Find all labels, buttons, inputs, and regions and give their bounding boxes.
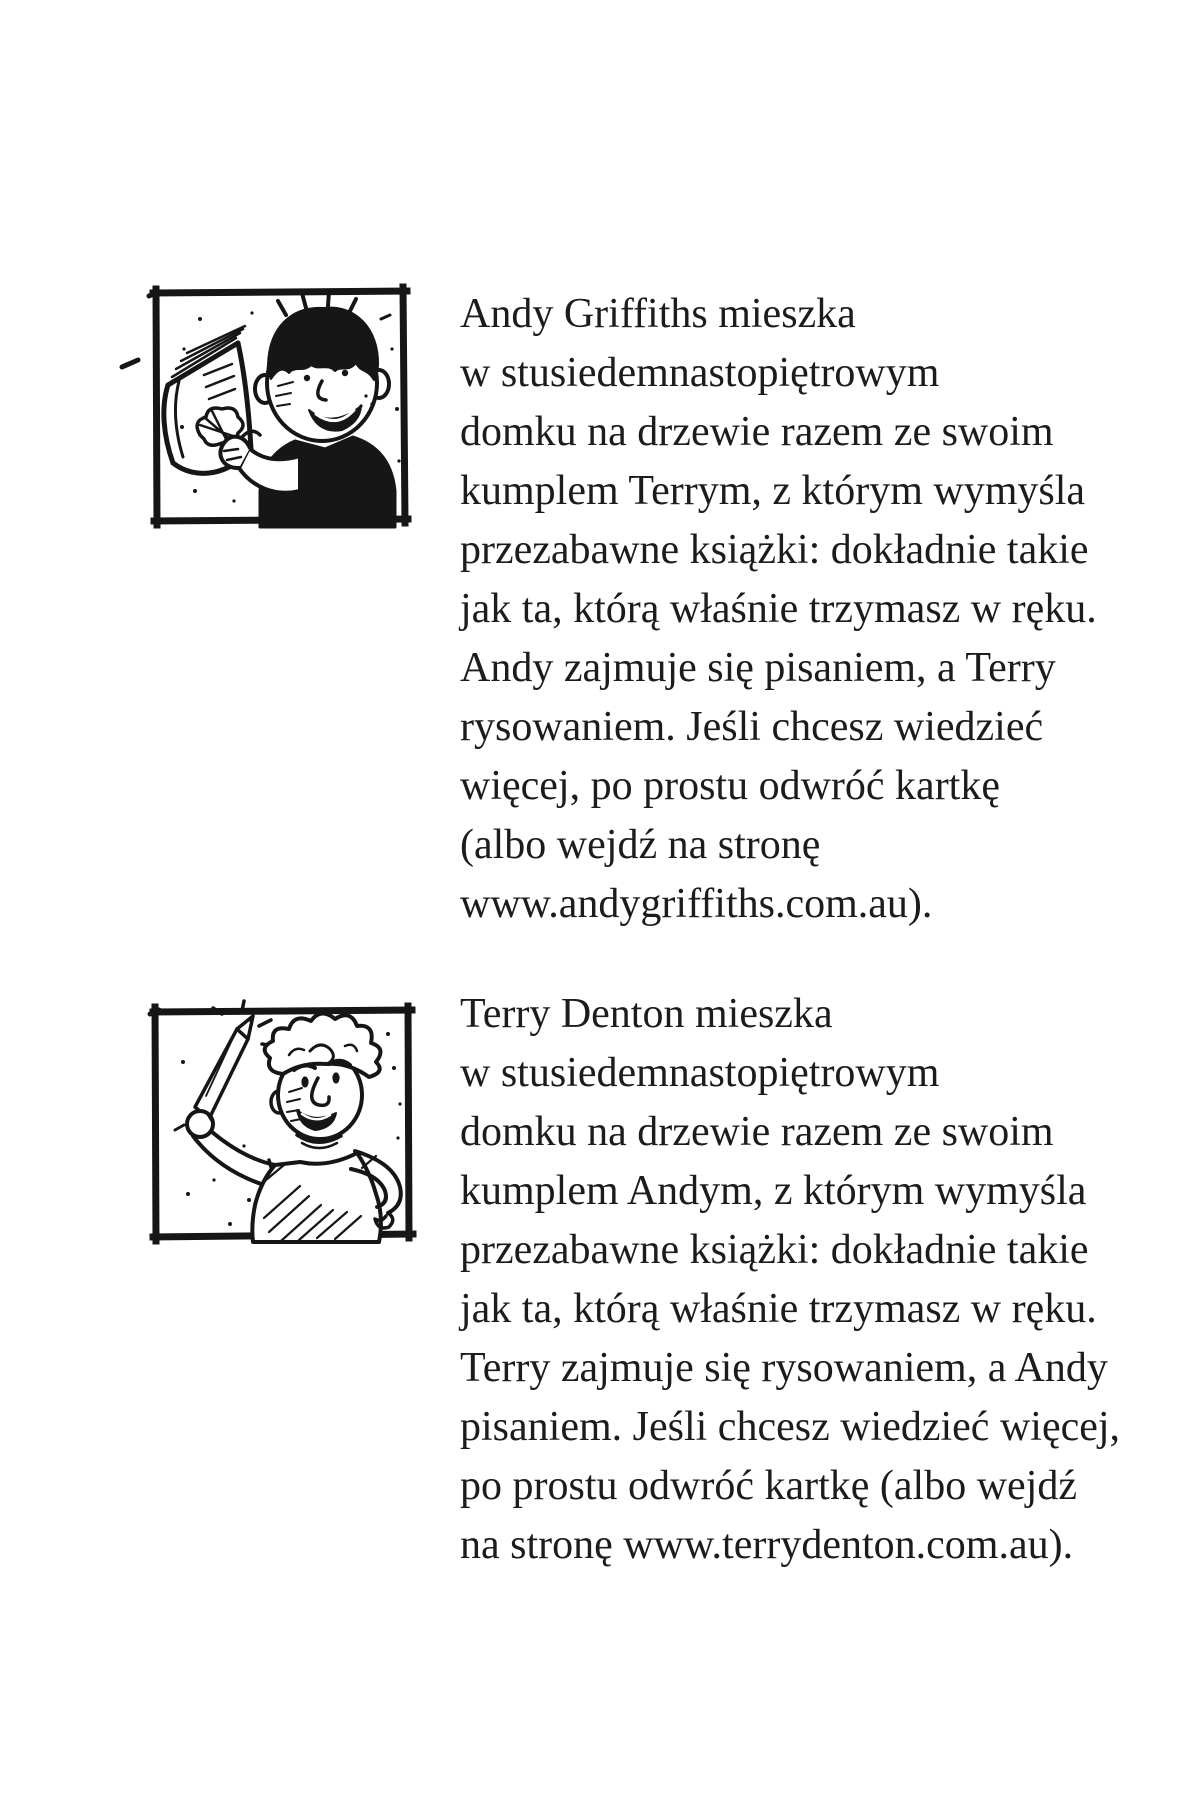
- bio-text-line: Andy zajmuje się pisaniem, a Terry: [460, 645, 1056, 691]
- bio-text-line: jak ta, którą właśnie trzymasz w ręku.: [460, 586, 1097, 632]
- bio-text-line: Terry Denton mieszka: [460, 991, 833, 1037]
- bio-text-line: po prostu odwróć kartkę (albo wejdź: [460, 1463, 1077, 1509]
- bio-text-line: kumplem Terrym, z którym wymyśla: [460, 468, 1086, 514]
- terry-bio-text: [460, 985, 1120, 1575]
- bio-text-line: więcej, po prostu odwróć kartkę: [460, 763, 1000, 809]
- bio-text-line: domku na drzewie razem ze swoim: [460, 1109, 1054, 1155]
- bio-text-line: Terry zajmuje się rysowaniem, a Andy: [460, 1345, 1108, 1391]
- boy-holding-book-drawing: [148, 283, 413, 527]
- bio-text-line: Andy Griffiths mieszka: [460, 291, 856, 337]
- andy-bio-text: [460, 285, 1097, 934]
- bio-text-line: domku na drzewie razem ze swoim: [460, 409, 1054, 455]
- andy-illustration: [148, 283, 413, 527]
- bio-text-line: przezabawne książki: dokładnie takie: [460, 1227, 1089, 1273]
- man-holding-pencil-drawing: [148, 1002, 418, 1242]
- bio-text-line: (albo wejdź na stronę: [460, 822, 821, 868]
- bio-text-line: kumplem Andym, z którym wymyśla: [460, 1168, 1087, 1214]
- bio-text-line: na stronę www.terrydenton.com.au).: [460, 1522, 1074, 1568]
- bio-text-line: w stusiedemnastopiętrowym: [460, 350, 940, 396]
- bio-text-line: jak ta, którą właśnie trzymasz w ręku.: [460, 1286, 1097, 1332]
- bio-text-line: www.andygriffiths.com.au).: [460, 881, 933, 927]
- bio-text-line: w stusiedemnastopiętrowym: [460, 1050, 940, 1096]
- bio-text-line: rysowaniem. Jeśli chcesz wiedzieć: [460, 704, 1044, 750]
- bio-text-line: przezabawne książki: dokładnie takie: [460, 527, 1089, 573]
- terry-illustration: [148, 1002, 418, 1242]
- bio-text-line: pisaniem. Jeśli chcesz wiedzieć więcej,: [460, 1404, 1121, 1450]
